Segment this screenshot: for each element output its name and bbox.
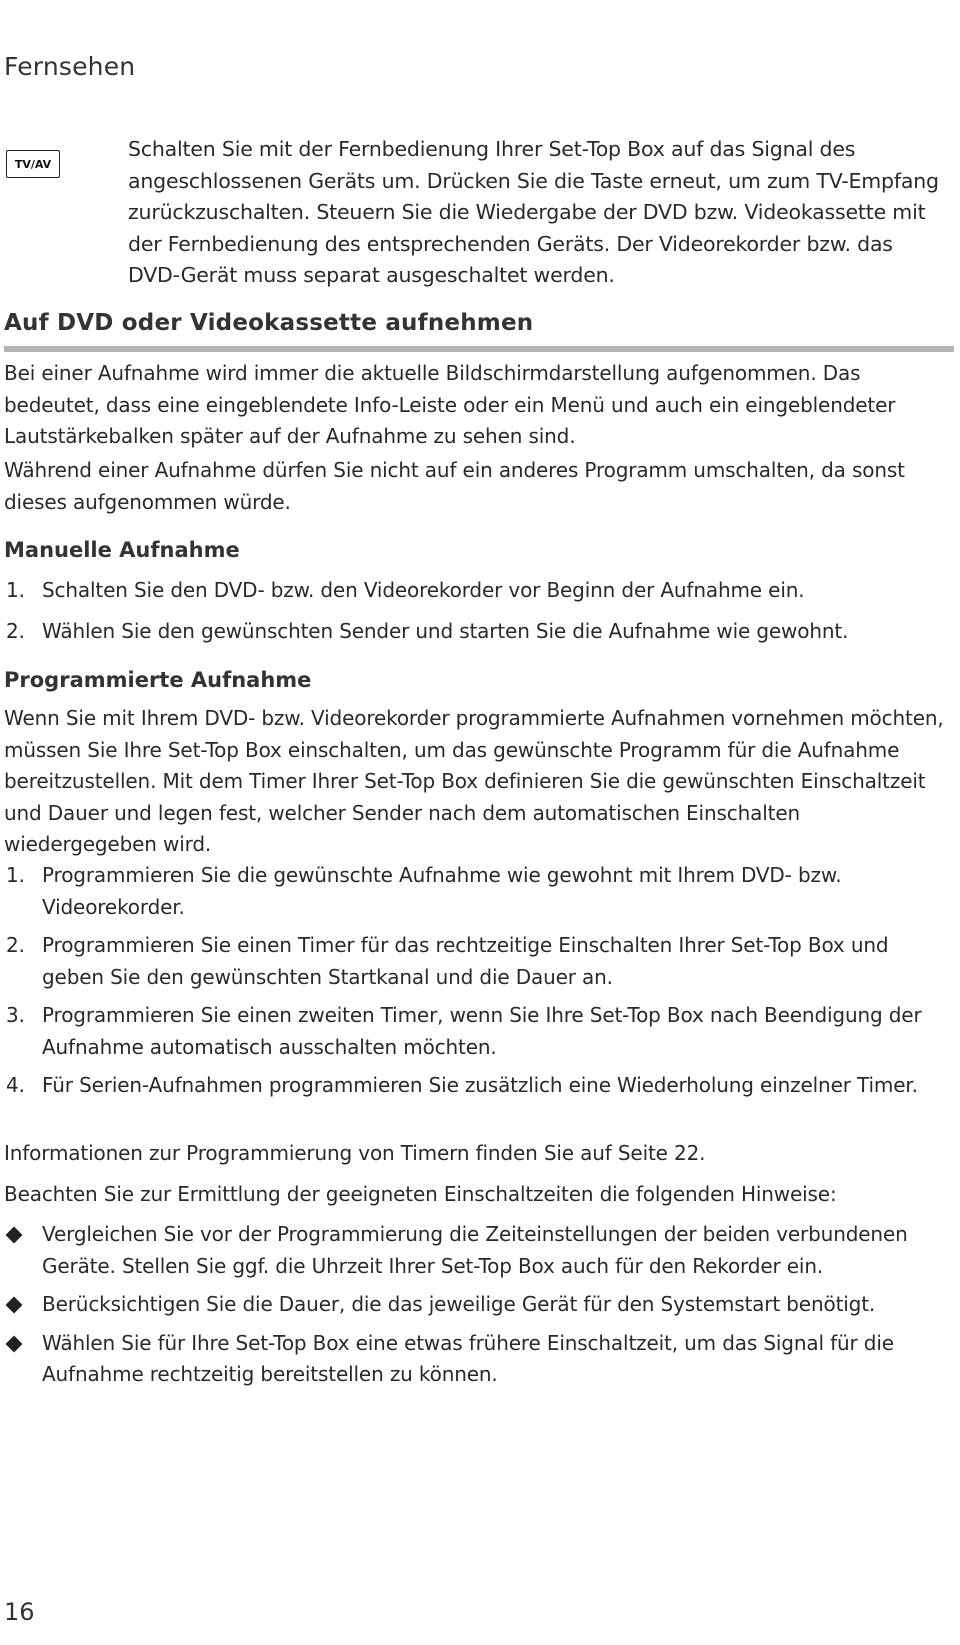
step-text: Programmieren Sie einen Timer für das rechtzeitige Einschalten Ihrer Set-Top Box und geben Sie den gewünschten Startkanal und die Dauer an. (42, 933, 889, 989)
step-text: Für Serien-Aufnahmen programmieren Sie zusätzlich eine Wiederholung einzelner Timer. (42, 1073, 918, 1097)
chapter-title: Fernsehen (4, 52, 136, 81)
step-number: 4. (6, 1073, 25, 1097)
section-heading: Auf DVD oder Videokassette aufnehmen (4, 310, 534, 336)
tv-av-key-icon (6, 150, 60, 178)
timer-info-paragraph: Informationen zur Programmierung von Timern finden Sie auf Seite 22. (4, 1141, 706, 1165)
list-item (4, 1328, 954, 1391)
step-number: 2. (6, 933, 25, 957)
list-item (4, 860, 954, 923)
list-item (4, 1289, 954, 1321)
step-number: 1. (6, 578, 25, 602)
step-number: 3. (6, 1003, 25, 1027)
list-item (4, 616, 954, 648)
step-text: Programmieren Sie die gewünschte Aufnahme wie gewohnt mit Ihrem DVD- bzw. Videorekorder. (42, 863, 842, 919)
step-text: Wählen Sie den gewünschten Sender und starten Sie die Aufnahme wie gewohnt. (42, 618, 849, 643)
manual-steps-list (4, 575, 954, 647)
list-item (4, 575, 954, 607)
programmed-recording-heading: Programmierte Aufnahme (4, 668, 312, 692)
diamond-bullet-icon (6, 1297, 23, 1314)
programmed-steps-list (4, 860, 954, 1102)
diamond-bullet-icon (6, 1227, 23, 1244)
intro-paragraph: Schalten Sie mit der Fernbedienung Ihrer Set-Top Box auf das Signal des angeschlossenen Geräts um. Drücken Sie die Taste erneut, um zum TV-Empfang zurückzuschalten. Steuern Sie die Wiedergabe der DVD bzw. Videokassette mit der Fernbedienung des entsprechenden Geräts. Der Videorekorder bzw. das DVD-Gerät muss separat ausgeschaltet werden. (128, 137, 939, 287)
manual-recording-heading: Manuelle Aufnahme (4, 538, 240, 562)
section-divider (4, 346, 954, 352)
tv-av-key-label: TV/AV (14, 157, 52, 171)
list-item (4, 930, 954, 993)
page-number: 16 (4, 1598, 35, 1626)
step-text: Programmieren Sie einen zweiten Timer, wenn Sie Ihre Set-Top Box nach Beendigung der Aufnahme automatisch ausschalten möchten. (42, 1003, 922, 1059)
hints-list (4, 1219, 954, 1391)
step-number: 2. (6, 618, 25, 643)
hint-text: Wählen Sie für Ihre Set-Top Box eine etwas frühere Einschaltzeit, um das Signal für die Aufnahme rechtzeitig bereitstellen zu können. (42, 1330, 894, 1386)
hint-text: Vergleichen Sie vor der Programmierung die Zeiteinstellungen der beiden verbundenen Geräte. Stellen Sie ggf. die Uhrzeit Ihrer Set-Top Box auch für den Rekorder ein. (42, 1222, 908, 1278)
list-item (4, 1000, 954, 1063)
step-number: 1. (6, 863, 25, 887)
list-item (4, 1219, 954, 1282)
hint-text: Berücksichtigen Sie die Dauer, die das jeweilige Gerät für den Systemstart benötigt. (42, 1292, 876, 1316)
section-paragraph-1: Bei einer Aufnahme wird immer die aktuelle Bildschirmdarstellung aufgenommen. Das bedeutet, dass eine eingeblendete Info-Leiste oder ein Menü und auch ein eingeblendeter Lautstärkebalken später auf der Aufnahme zu sehen sind. (4, 361, 896, 448)
programmed-intro-paragraph: Wenn Sie mit Ihrem DVD- bzw. Videorekorder programmierte Aufnahmen vornehmen möchten, müssen Sie Ihre Set-Top Box einschalten, um das gewünschte Programm für die Aufnahme bereitzustellen. Mit dem Timer Ihrer Set-Top Box definieren Sie die gewünschten Einschaltzeit und Dauer und legen fest, welcher Sender nach dem automatischen Einschalten wiedergegeben wird. (4, 706, 944, 856)
section-paragraph-2: Während einer Aufnahme dürfen Sie nicht auf ein anderes Programm umschalten, da sonst dieses aufgenommen würde. (4, 458, 905, 514)
hints-intro-paragraph: Beachten Sie zur Ermittlung der geeigneten Einschaltzeiten die folgenden Hinweise: (4, 1182, 837, 1206)
diamond-bullet-icon (6, 1335, 23, 1352)
step-text: Schalten Sie den DVD- bzw. den Videorekorder vor Beginn der Aufnahme ein. (42, 578, 805, 602)
list-item (4, 1070, 954, 1102)
